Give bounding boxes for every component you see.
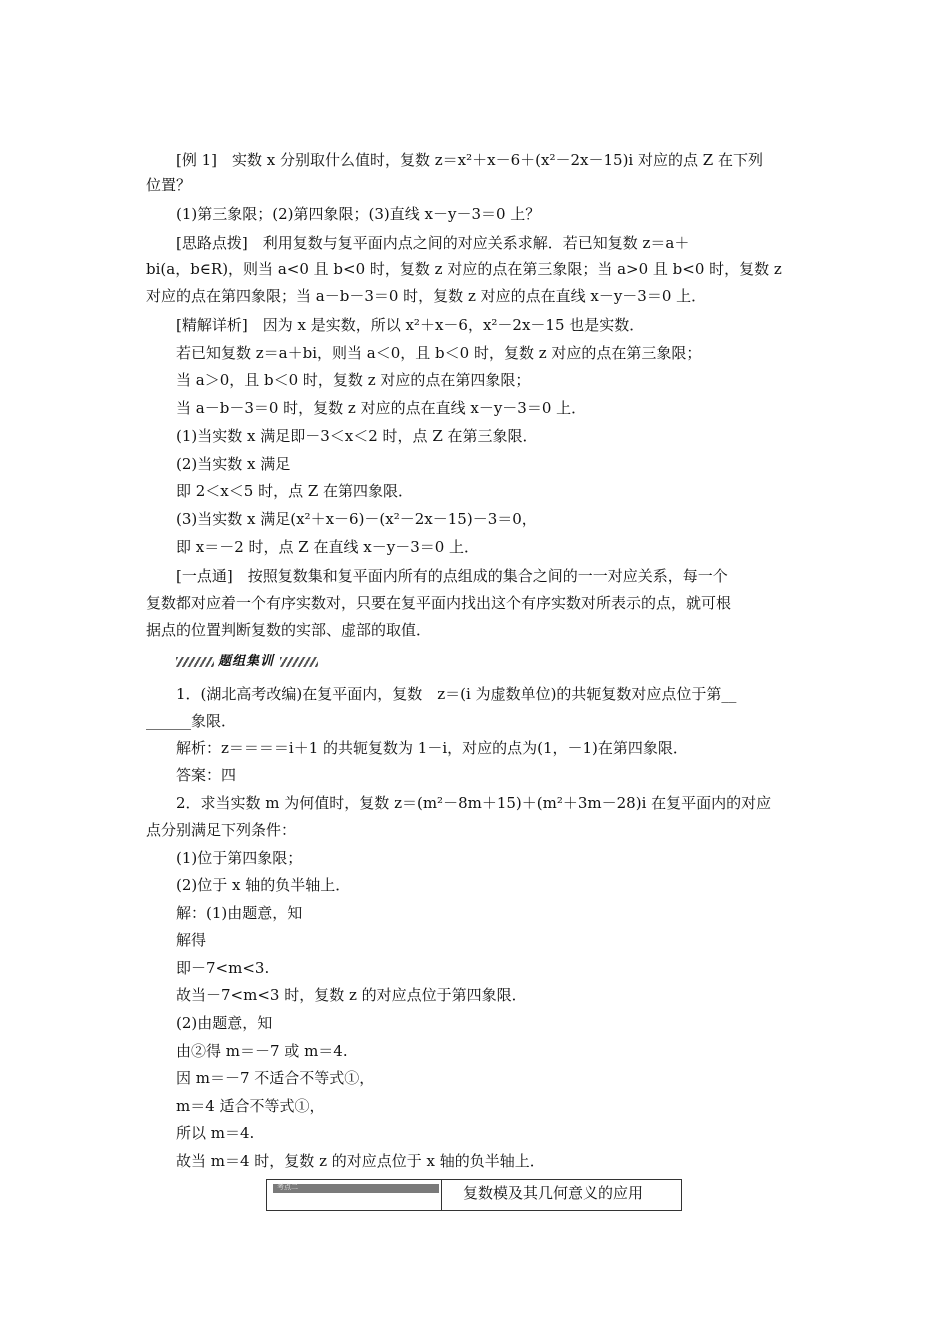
section-title: 复数模及其几何意义的应用 [463, 1184, 644, 1202]
banner-stripe-right [280, 657, 318, 667]
text-line: 解得 [176, 931, 207, 949]
exercise-group-banner [176, 654, 320, 670]
text-line: 位置？ [146, 176, 192, 194]
text-line: 当 a＞0，且 b＜0 时，复数 z 对应的点在第四象限； [176, 371, 531, 389]
text-line: 点分别满足下列条件： [146, 821, 297, 839]
text-line: 复数都对应着一个有序实数对，只要在复平面内找出这个有序实数对所表示的点，就可根 [146, 594, 732, 612]
text-line: 对应的点在第四象限；当 a－b－3＝0 时，复数 z 对应的点在直线 x－y－3＝0 上． [146, 287, 707, 305]
banner-label: 题组集训 [218, 654, 275, 669]
text-line: 因 m＝－7 不适合不等式①， [176, 1069, 375, 1087]
text-line: 若已知复数 z＝a＋bi，则当 a＜0，且 b＜0 时，复数 z 对应的点在第三象限； [176, 344, 702, 362]
text-line: 解析：z＝＝＝＝i＋1 的共轭复数为 1－i，对应的点为(1，－1)在第四象限． [176, 739, 688, 757]
text-line: (1)第三象限；(2)第四象限；(3)直线 x－y－3＝0 上？ [176, 205, 541, 223]
text-line: 故当 m＝4 时，复数 z 的对应点位于 x 轴的负半轴上． [176, 1152, 545, 1170]
text-line: (2)由题意，知 [176, 1014, 273, 1032]
text-line: m＝4 适合不等式①， [176, 1097, 325, 1115]
text-line: (1)位于第四象限； [176, 849, 303, 867]
text-line: (1)当实数 x 满足即－3＜x＜2 时，点 Z 在第三象限． [176, 427, 538, 445]
text-line: 当 a－b－3＝0 时，复数 z 对应的点在直线 x－y－3＝0 上． [176, 399, 587, 417]
text-line: bi(a，b∈R)，则当 a<0 且 b<0 时，复数 z 对应的点在第三象限；当 a>0 且 b<0 时，复数 z [146, 260, 782, 278]
text-line: (3)当实数 x 满足(x²＋x－6)－(x²－2x－15)－3＝0， [176, 510, 537, 528]
text-line: ______象限． [146, 712, 237, 730]
text-line: (2)位于 x 轴的负半轴上． [176, 876, 351, 894]
text-line: 据点的位置判断复数的实部、虚部的取值． [146, 621, 432, 639]
section-tag [273, 1184, 439, 1193]
text-line: 由②得 m＝－7 或 m＝4. [176, 1042, 348, 1060]
text-line: [精解详析] 因为 x 是实数，所以 x²＋x－6，x²－2x－15 也是实数． [176, 316, 645, 334]
section-divider [441, 1180, 442, 1210]
section-header-box [266, 1179, 682, 1211]
text-line: 即 x＝－2 时，点 Z 在直线 x－y－3＝0 上． [176, 538, 480, 556]
text-line: (2)当实数 x 满足 [176, 455, 291, 473]
text-line: 即 2＜x＜5 时，点 Z 在第四象限． [176, 482, 414, 500]
text-line: 所以 m＝4. [176, 1124, 255, 1142]
text-line: 故当－7<m<3 时，复数 z 的对应点位于第四象限． [176, 986, 527, 1004]
banner-stripe-left [176, 657, 214, 667]
text-line: [思路点拨] 利用复数与复平面内点之间的对应关系求解．若已知复数 z＝a＋ [176, 234, 690, 252]
text-line: [例 1] 实数 x 分别取什么值时，复数 z＝x²＋x－6＋(x²－2x－15)i 对应的点 Z 在下列 [176, 151, 763, 169]
text-line: [一点通] 按照复数集和复平面内所有的点组成的集合之间的一一对应关系，每一个 [176, 567, 728, 585]
text-line: 2．求当实数 m 为何值时，复数 z＝(m²－8m＋15)＋(m²＋3m－28)i 在复平面内的对应 [176, 794, 772, 812]
section-tag-text: 考点二 [277, 1183, 298, 1191]
text-line: 解：(1)由题意，知 [176, 904, 303, 922]
text-line: 1．(湖北高考改编)在复平面内，复数 z＝(i 为虚数单位)的共轭复数对应点位于第__ [176, 685, 737, 703]
text-line: 即－7<m<3. [176, 959, 270, 977]
text-line: 答案：四 [176, 766, 237, 784]
